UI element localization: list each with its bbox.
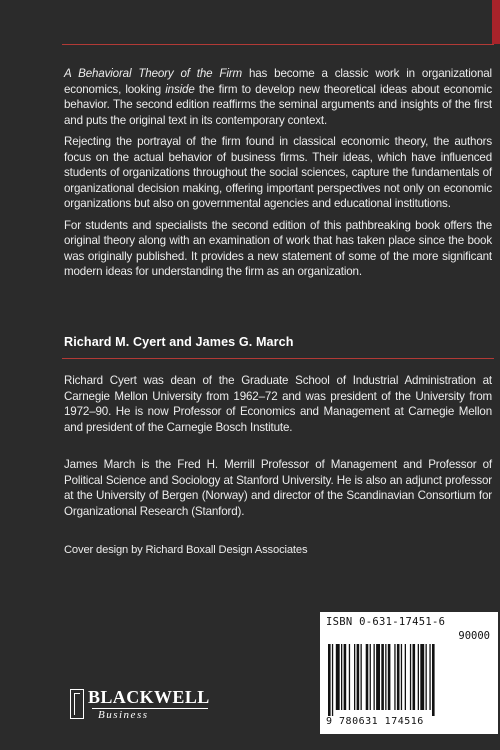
barcode-bar (381, 644, 384, 710)
barcode-bar (405, 644, 406, 710)
barcode-bar (432, 644, 435, 716)
bio-march (64, 457, 492, 519)
blurb-text: has become a classic work in organizational economics, looking (64, 67, 492, 96)
blurb-paragraph-1 (64, 66, 492, 128)
barcode-bar (388, 644, 391, 710)
barcode-bar (413, 644, 416, 710)
barcode-bar (401, 644, 402, 710)
barcode-bar (349, 644, 350, 710)
barcode-bar (366, 644, 369, 710)
blurb (64, 66, 492, 280)
barcode-bar (374, 644, 375, 710)
book-title: A Behavioral Theory of the Firm (64, 67, 242, 80)
barcode-bar (376, 644, 380, 710)
barcode-bar (418, 644, 419, 710)
barcode-bar (354, 644, 355, 710)
barcode-bar (361, 644, 362, 710)
middle-rule (62, 358, 494, 359)
barcode-bar (370, 644, 371, 710)
barcode-bar (426, 644, 427, 710)
publisher-name: BLACKWELL (88, 687, 210, 707)
barcode-bar (397, 644, 400, 710)
barcode-bar (394, 644, 395, 710)
top-rule (62, 44, 494, 45)
publisher-logo (70, 687, 212, 727)
blurb-paragraph-2: Rejecting the portrayal of the firm found in classical economic theory, the authors focus on the actual behavior of business firms. Their ideas, which have influenced students of organizations throughout the social sciences, capture the fundamentals of organizational decision making, offering important perspectives not only on economic organizations but also on governmental agencies and educational institutions. (64, 135, 492, 210)
blackwell-mark-icon (70, 689, 84, 719)
barcode-bar (420, 644, 424, 710)
barcode-bars (326, 644, 492, 716)
barcode-bar (385, 644, 386, 710)
bio-cyert-text: Richard Cyert was dean of the Graduate School of Industrial Administration at Carnegie Mellon University from 1962–72 and was president of the University from 1972–90. He is now Professor of Economics and Management at Carnegie Mellon and president of the Carnegie Bosch Institute. (64, 374, 492, 434)
isbn-text: ISBN 0-631-17451-6 (326, 616, 446, 628)
barcode-bar (429, 644, 430, 710)
design-credit: Cover design by Richard Boxall Design Associates (64, 544, 308, 556)
emphasis-inside: inside (165, 82, 195, 96)
barcode-bar (341, 644, 342, 710)
barcode-bar (336, 644, 340, 710)
blurb-text: the firm to develop new theoretical ideas about economic behavior. The second edition reaffirms the seminal arguments and insights of the first and puts the original text in its contemporary context. (64, 82, 492, 127)
barcode-bar (332, 644, 333, 716)
corner-accent (492, 0, 500, 44)
barcode-bar (410, 644, 411, 710)
barcode-bar (328, 644, 331, 716)
price-code: 90000 (458, 630, 490, 642)
barcode-bar (357, 644, 360, 710)
authors-heading: Richard M. Cyert and James G. March (64, 335, 294, 349)
bio-cyert (64, 373, 492, 435)
barcode-block (320, 612, 498, 734)
ean-number: 9 780631 174516 (326, 716, 424, 727)
blurb-paragraph-3: For students and specialists the second edition of this pathbreaking book offers the original theory along with an examination of work that has taken place since the book was originally published. It provides a new statement of some of the more significant modern ideas for understanding the firm as an organization. (64, 218, 492, 278)
barcode-bar (344, 644, 347, 710)
bio-march-text: James March is the Fred H. Merrill Professor of Management and Professor of Political Science and Sociology at Stanford University. He is also an adjunct professor at the University of Bergen (Norway) and director of the Scandinavian Consortium for Organizational Research (Stanford). (64, 458, 492, 518)
publisher-imprint: Business (92, 708, 208, 722)
